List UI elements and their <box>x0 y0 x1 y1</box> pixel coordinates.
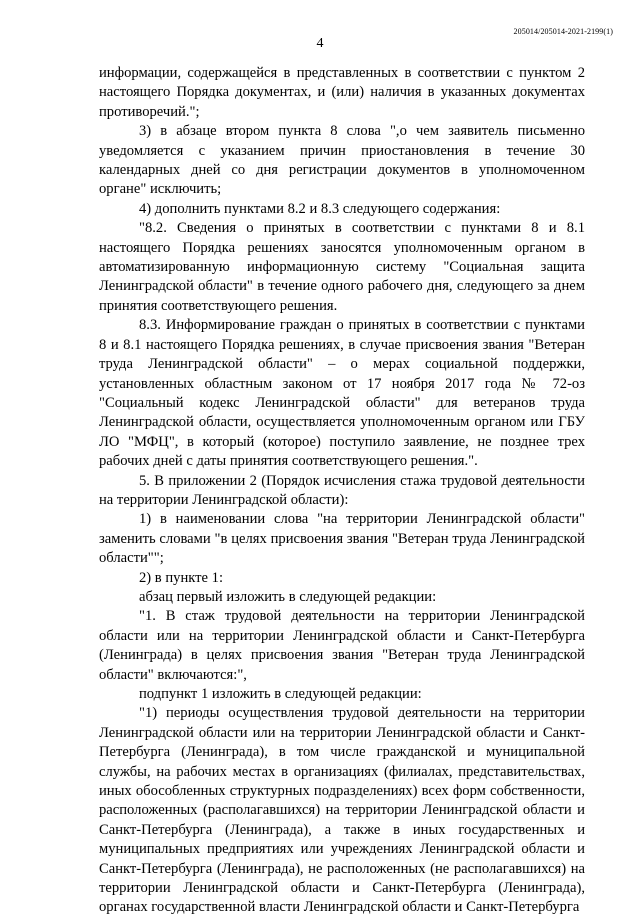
paragraph: подпункт 1 изложить в следующей редакции: <box>139 686 422 702</box>
paragraph: 4) дополнить пунктами 8.2 и 8.3 следующего содержания: <box>139 200 501 217</box>
paragraph: абзац первый изложить в следующей редакции: <box>139 588 437 605</box>
paragraph: "1. В стаж трудовой деятельности на территории Ленинградской области или на территории Ленинградской области и Санкт-Петербурга (Ленинграда) в целях присвоения звания "Ветеран труда Ленинградской области" включаются:", <box>99 608 585 683</box>
paragraph: 3) в абзаце втором пункта 8 слова ",о чем заявитель письменно уведомляется с указанием причин приостановления в течение 30 календарных дней со дня регистрации документов в уполномоченном органе" исключить; <box>99 123 585 198</box>
paragraph: 2) в пункте 1: <box>139 569 224 586</box>
paragraph: информации, содержащейся в представленных в соответствии с пунктом 2 настоящего Порядка документах, и (или) наличия в указанных документах противоречий."; <box>99 65 585 120</box>
document-code: 205014/205014-2021-2199(1) <box>513 27 613 36</box>
paragraph: 5. В приложении 2 (Порядок исчисления стажа трудовой деятельности на территории Ленинградской области): <box>99 472 585 508</box>
paragraph: "1) периоды осуществления трудовой деятельности на территории Ленинградской области или на территории Ленинградской области и Санкт-Петербурга (Ленинграда), в том числе гражданской и муниципальной службы, на рабочих местах в организациях (филиалах, представительствах, иных обособленных структурных подразделениях) всех форм собственности, расположенных (располагавшихся) на территории Ленинградской области и Санкт-Петербурга (Ленинграда), а также в иных государственных и муниципальных предприятиях или учреждениях Ленинградской области и Санкт-Петербурга (Ленинграда), не расположенных (не располагавшихся) на территории Ленинградской области и Санкт-Петербурга (Ленинграда), органах государственной власти Ленинградской области и Санкт-Петербурга <box>99 705 585 916</box>
page-number: 4 <box>316 36 324 51</box>
paragraph: 1) в наименовании слова "на территории Ленинградской области" заменить словами "в целях присвоения звания "Ветеран труда Ленинградской области""; <box>99 511 585 567</box>
document-body <box>99 64 585 918</box>
paragraph: "8.2. Сведения о принятых в соответствии с пунктами 8 и 8.1 настоящего Порядка решениях заносятся уполномоченным органом в автоматизированную информационную систему "Социальная защита Ленинградской области" в течение одного рабочего дня, следующего за днем принятия соответствующего решения. <box>99 220 585 314</box>
paragraph: 8.3. Информирование граждан о принятых в соответствии с пунктами 8 и 8.1 настоящего Порядка решениях, в случае присвоения звания "Ветеран труда Ленинградской области" – о мерах социальной поддержки, установленных областным законом от 17 ноября 2017 года № 72-оз "Социальный кодекс Ленинградской области" для ветеранов труда Ленинградской области, осуществляется уполномоченным органом или ГБУ ЛО "МФЦ", в который (которое) поступило заявление, не позднее трех рабочих дней с даты принятия соответствующего решения.". <box>99 317 585 470</box>
